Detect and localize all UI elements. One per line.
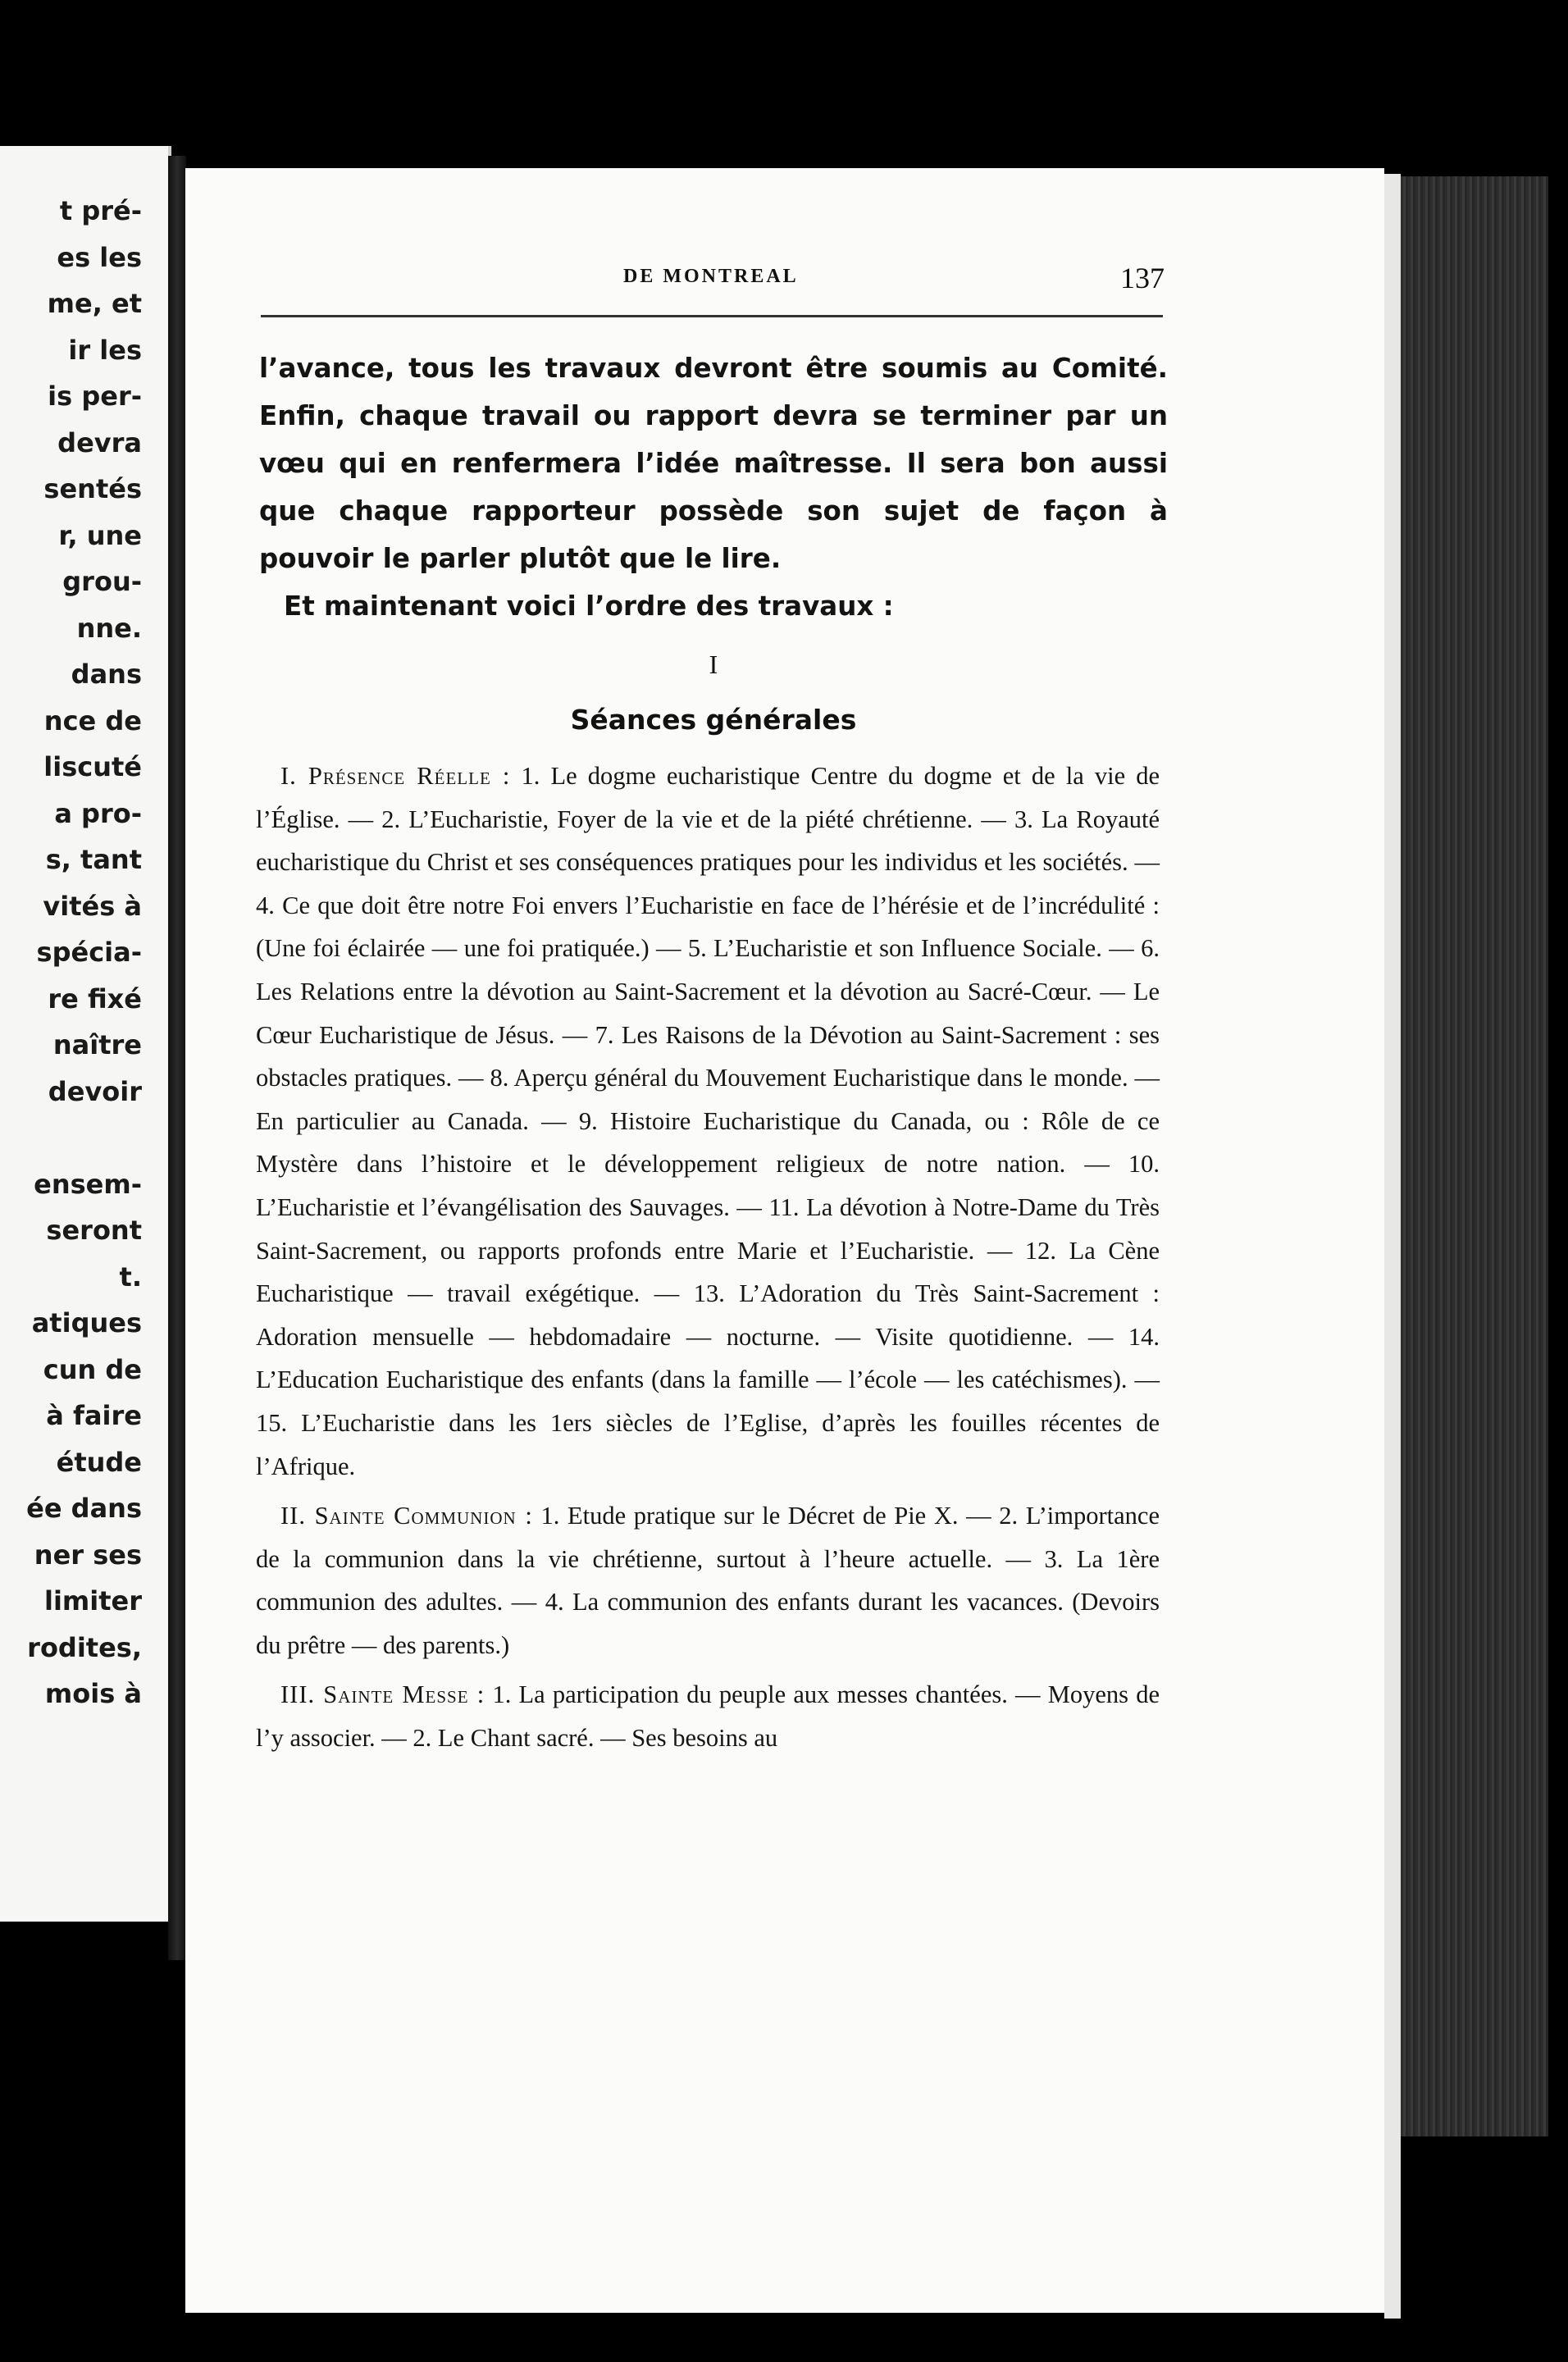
left-page-line: liscuté <box>43 751 142 782</box>
running-head: DE MONTREAL <box>623 266 799 287</box>
item-text: 1. Etude pratique sur le Décret de Pie X. — 2. L’importance de la communion dans la vie chrétienne, surtout à l’heure actuelle. — 3. La 1ère communion des adultes. — 4. La communion des enfants durant les vacances. (Devoirs du prêtre — des parents.) <box>256 1502 1160 1659</box>
program-item <box>256 1673 1160 1759</box>
left-page-line: me, et <box>47 288 142 319</box>
left-page-line: es les <box>57 241 142 273</box>
previous-page <box>0 146 171 1922</box>
left-page-line: s, tant <box>45 844 142 875</box>
intro-paragraph-1: l’avance, tous les travaux devront être soumis au Comité. Enfin, chaque travail ou rapport devra se terminer par un vœu qui en renfermera l’idée maîtresse. Il sera bon aussi que chaque rapporteur possède son sujet de façon à pouvoir le parler plutôt que le lire. <box>259 353 1168 574</box>
section-title: Séances générales <box>570 704 857 736</box>
left-page-line: a pro- <box>54 797 142 829</box>
left-page-line: ée dans <box>26 1493 142 1524</box>
left-page-line: re fixé <box>48 983 142 1015</box>
left-page-line: t pré- <box>59 195 142 226</box>
left-page-line: grou- <box>62 566 142 597</box>
program-item <box>256 1494 1160 1667</box>
left-page-line: étude <box>56 1446 142 1478</box>
book-gutter <box>168 156 186 1960</box>
left-page-line: cun de <box>43 1353 142 1385</box>
left-page-line: rodites, <box>27 1631 142 1663</box>
item-label: II. Sainte Communion : <box>280 1502 533 1530</box>
left-page-line: dans <box>71 659 142 690</box>
left-page-line: vités à <box>43 890 142 922</box>
book-side-edges <box>1401 176 1548 2136</box>
page-number: 137 <box>1120 262 1165 294</box>
left-page-line: nne. <box>76 612 142 644</box>
left-page-line: ir les <box>68 334 142 366</box>
left-page-line: sentés <box>43 473 142 504</box>
left-page-line: spécia- <box>36 937 142 968</box>
page-header <box>262 261 1165 307</box>
section-numeral: I <box>709 650 718 679</box>
left-page-line: ensem- <box>34 1168 142 1200</box>
left-page-line: atiques <box>31 1307 142 1338</box>
left-page-line: is per- <box>48 381 142 412</box>
left-page-line: seront <box>46 1215 142 1246</box>
intro-paragraph-2: Et maintenant voici l’ordre des travaux : <box>284 590 894 622</box>
left-page-line: à faire <box>46 1400 142 1431</box>
left-page-line: nce de <box>43 704 142 736</box>
item-text: 1. Le dogme eucharistique Centre du dogme et de la vie de l’Église. — 2. L’Eucharistie, Foyer de la vie et de la piété chrétienne. — 3. La Royauté eucharistique du Christ et ses conséquences pratiques pour les individus et les sociétés. — 4. Ce que doit être notre Foi envers l’Eucharistie en face de l’hérésie et de l’incrédulité : (Une foi éclairée — une foi pratiquée.) — 5. L’Eucharistie et son Influence Sociale. — 6. Les Relations entre la dévotion au Saint-Sacrement et la dévotion au Sacré-Cœur. — Le Cœur Eucharistique de Jésus. — 7. Les Raisons de la Dévotion au Saint-Sacrement : ses obstacles pratiques. — 8. Aperçu général du Mouvement Eucharistique dans le monde. — En particulier au Canada. — 9. Histoire Eucharistique du Canada, ou : Rôle de ce Mystère dans l’histoire et le développement religieux de notre nation. — 10. L’Eucharistie et l’évangélisation des Sauvages. — 11. La dévotion à Notre-Dame du Très Saint-Sacrement, ou rapports profonds entre Marie et l’Eucharistie. — 12. La Cène Eucharistique — travail exégétique. — 13. L’Adoration du Très Saint-Sacrement : Adoration mensuelle — hebdomadaire — nocturne. — Visite quotidienne. — 14. L’Education Eucharistique des enfants (dans la famille — l’école — les catéchismes). — 15. L’Eucharistie dans les 1ers siècles de l’Eglise, d’après les fouilles récentes de l’Afrique. <box>256 762 1160 1480</box>
header-rule <box>261 315 1163 317</box>
left-page-line: ner ses <box>34 1539 142 1571</box>
left-page-line: devra <box>57 426 142 458</box>
intro-text <box>259 344 1168 630</box>
program-list <box>256 755 1160 1767</box>
left-page-line: r, une <box>58 519 142 551</box>
item-text: 1. La participation du peuple aux messes chantées. — Moyens de l’y associer. — 2. Le Chant sacré. — Ses besoins au <box>256 1680 1160 1753</box>
left-page-line: devoir <box>48 1075 142 1107</box>
item-label: III. Sainte Messe : <box>280 1680 485 1709</box>
left-page-line: t. <box>119 1261 142 1293</box>
program-item <box>256 755 1160 1488</box>
left-page-line: limiter <box>43 1585 142 1616</box>
left-page-line: naître <box>52 1029 142 1060</box>
item-label: I. Présence Réelle : <box>280 762 511 790</box>
page-edge <box>1384 174 1401 2319</box>
left-page-line: mois à <box>44 1678 142 1709</box>
